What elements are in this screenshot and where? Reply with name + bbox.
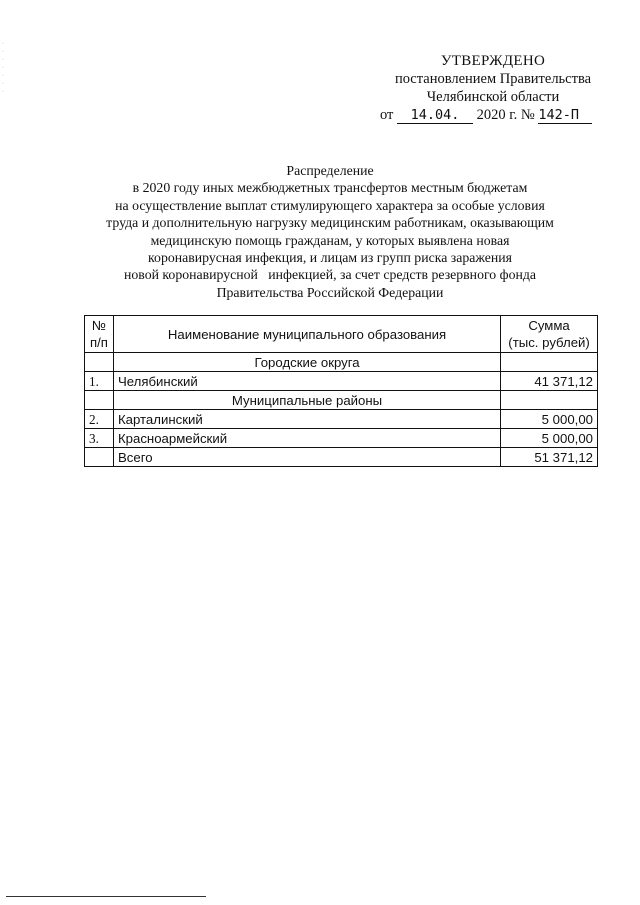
margin-marks: · · · · · · · <box>2 41 4 95</box>
group-label: Муниципальные районы <box>113 391 500 410</box>
approval-heading: УТВЕРЖДЕНО <box>440 53 546 69</box>
title-line: Распределение <box>286 163 374 178</box>
approval-stamp <box>380 52 606 124</box>
group-row <box>85 353 598 372</box>
header-number: № п/п <box>85 316 114 353</box>
total-sum: 51 371,12 <box>501 448 598 467</box>
year-text: 2020 г. № <box>476 107 535 123</box>
title-line: медицинскую помощь гражданам, у которых выявлена новая <box>150 232 510 248</box>
group-label: Городские округа <box>113 353 500 372</box>
row-number: 2. <box>85 410 114 429</box>
date-value: 14.04. <box>397 108 473 124</box>
date-prefix: от <box>380 107 394 123</box>
table-header-row <box>85 316 598 353</box>
header-sum: Сумма (тыс. рублей) <box>501 316 598 353</box>
title-line: Правительства Российской Федерации <box>216 284 444 300</box>
group-row <box>85 391 598 410</box>
title-line: труда и дополнительную нагрузку медицинским работникам, оказывающим <box>106 215 554 231</box>
approval-line-1: постановлением Правительства <box>394 71 592 87</box>
total-label: Всего <box>113 448 500 467</box>
total-row <box>85 448 598 467</box>
approval-line-2: Челябинской области <box>426 89 560 105</box>
table-row <box>85 410 598 429</box>
row-name: Красноармейский <box>113 429 500 448</box>
row-name: Челябинский <box>113 372 500 391</box>
approval-dateline <box>380 106 606 124</box>
document-title <box>70 162 590 301</box>
row-sum: 5 000,00 <box>501 429 598 448</box>
row-number: 1. <box>85 372 114 391</box>
header-name: Наименование муниципального образования <box>113 316 500 353</box>
title-line: в 2020 году иных межбюджетных трансфертов местным бюджетам <box>132 180 528 196</box>
footer-rule <box>6 896 206 897</box>
table-row <box>85 372 598 391</box>
title-line: новой коронавирусной инфекцией, за счет средств резервного фонда <box>124 267 536 283</box>
title-line: коронавирусная инфекция, и лицам из групп риска заражения <box>148 250 512 266</box>
title-line: на осуществление выплат стимулирующего характера за особые условия <box>115 197 545 213</box>
row-sum: 41 371,12 <box>501 372 598 391</box>
row-name: Карталинский <box>113 410 500 429</box>
row-number: 3. <box>85 429 114 448</box>
row-sum: 5 000,00 <box>501 410 598 429</box>
resolution-number: 142-П <box>538 108 592 124</box>
table-row <box>85 429 598 448</box>
distribution-table <box>84 315 598 467</box>
